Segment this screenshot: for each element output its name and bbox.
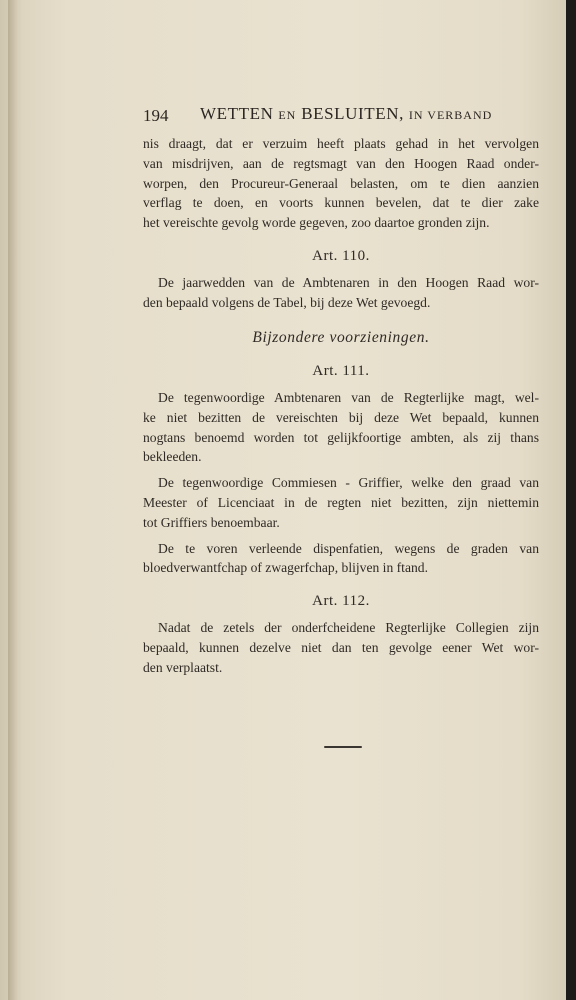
text-line: bepaald, kunnen dezelve niet dan ten gevolge eener Wet wor- — [143, 639, 539, 655]
text-line: het vereischte gevolg worde gegeven, zoo daartoe gronden zijn. — [143, 215, 490, 231]
text-line: bekleeden. — [143, 449, 202, 465]
text-line: tot Griffiers benoembaar. — [143, 514, 280, 530]
text-line: De te voren verleende dispenfatien, wegens de graden van — [158, 540, 539, 556]
section-subheading: Bijzondere voorzieningen. — [252, 329, 430, 347]
text-line: den verplaatst. — [143, 659, 223, 675]
text-line: nogtans benoemd worden tot gelijkfoortige ambten, als zij thans — [143, 429, 539, 445]
running-head-en: EN — [278, 108, 297, 122]
article-heading-110: Art. 110. — [312, 247, 370, 264]
end-rule — [324, 746, 362, 748]
page-number: 194 — [143, 106, 169, 125]
page-body — [143, 134, 539, 677]
text-line: bloedverwantfchap of zwagerfchap, blijven in ftand. — [143, 560, 428, 576]
article-heading-111: Art. 111. — [312, 363, 370, 380]
running-head-in-verband: IN VERBAND — [408, 108, 493, 122]
page-binding-shadow — [8, 0, 22, 1000]
running-head-besluiten: BESLUITEN, — [301, 104, 404, 123]
text-line: nis draagt, dat er verzuim heeft plaats gehad in het vervolgen — [143, 136, 539, 151]
running-header — [143, 103, 543, 129]
text-line: Meester of Licenciaat in de regten niet bezitten, zijn niettemin — [143, 494, 539, 510]
text-line: De tegenwoordige Ambtenaren van de Regterlijke magt, wel- — [158, 389, 539, 405]
text-line: Nadat de zetels der onderfcheidene Regterlijke Collegien zijn — [158, 619, 539, 635]
text-line: worpen, den Procureur-Generaal belasten, om te dien aanzien — [143, 175, 539, 191]
page-edge — [566, 0, 576, 1000]
text-line: ke niet bezitten de vereischten bij deze Wet bepaald, kunnen — [143, 409, 539, 425]
text-line: den bepaald volgens de Tabel, bij deze Wet gevoegd. — [143, 294, 431, 310]
text-line: verflag te doen, en voorts kunnen bevelen, dat te dier zake — [143, 195, 539, 211]
text-line: van misdrijven, aan de regtsmagt van den Hoogen Raad onder- — [143, 155, 539, 171]
text-line: De jaarwedden van de Ambtenaren in den Hoogen Raad wor- — [158, 274, 539, 290]
running-head-title — [200, 104, 492, 124]
text-line: De tegenwoordige Commiesen - Griffier, welke den graad van — [158, 475, 539, 491]
article-heading-112: Art. 112. — [312, 593, 370, 610]
running-head-wetten: WETTEN — [200, 104, 274, 123]
